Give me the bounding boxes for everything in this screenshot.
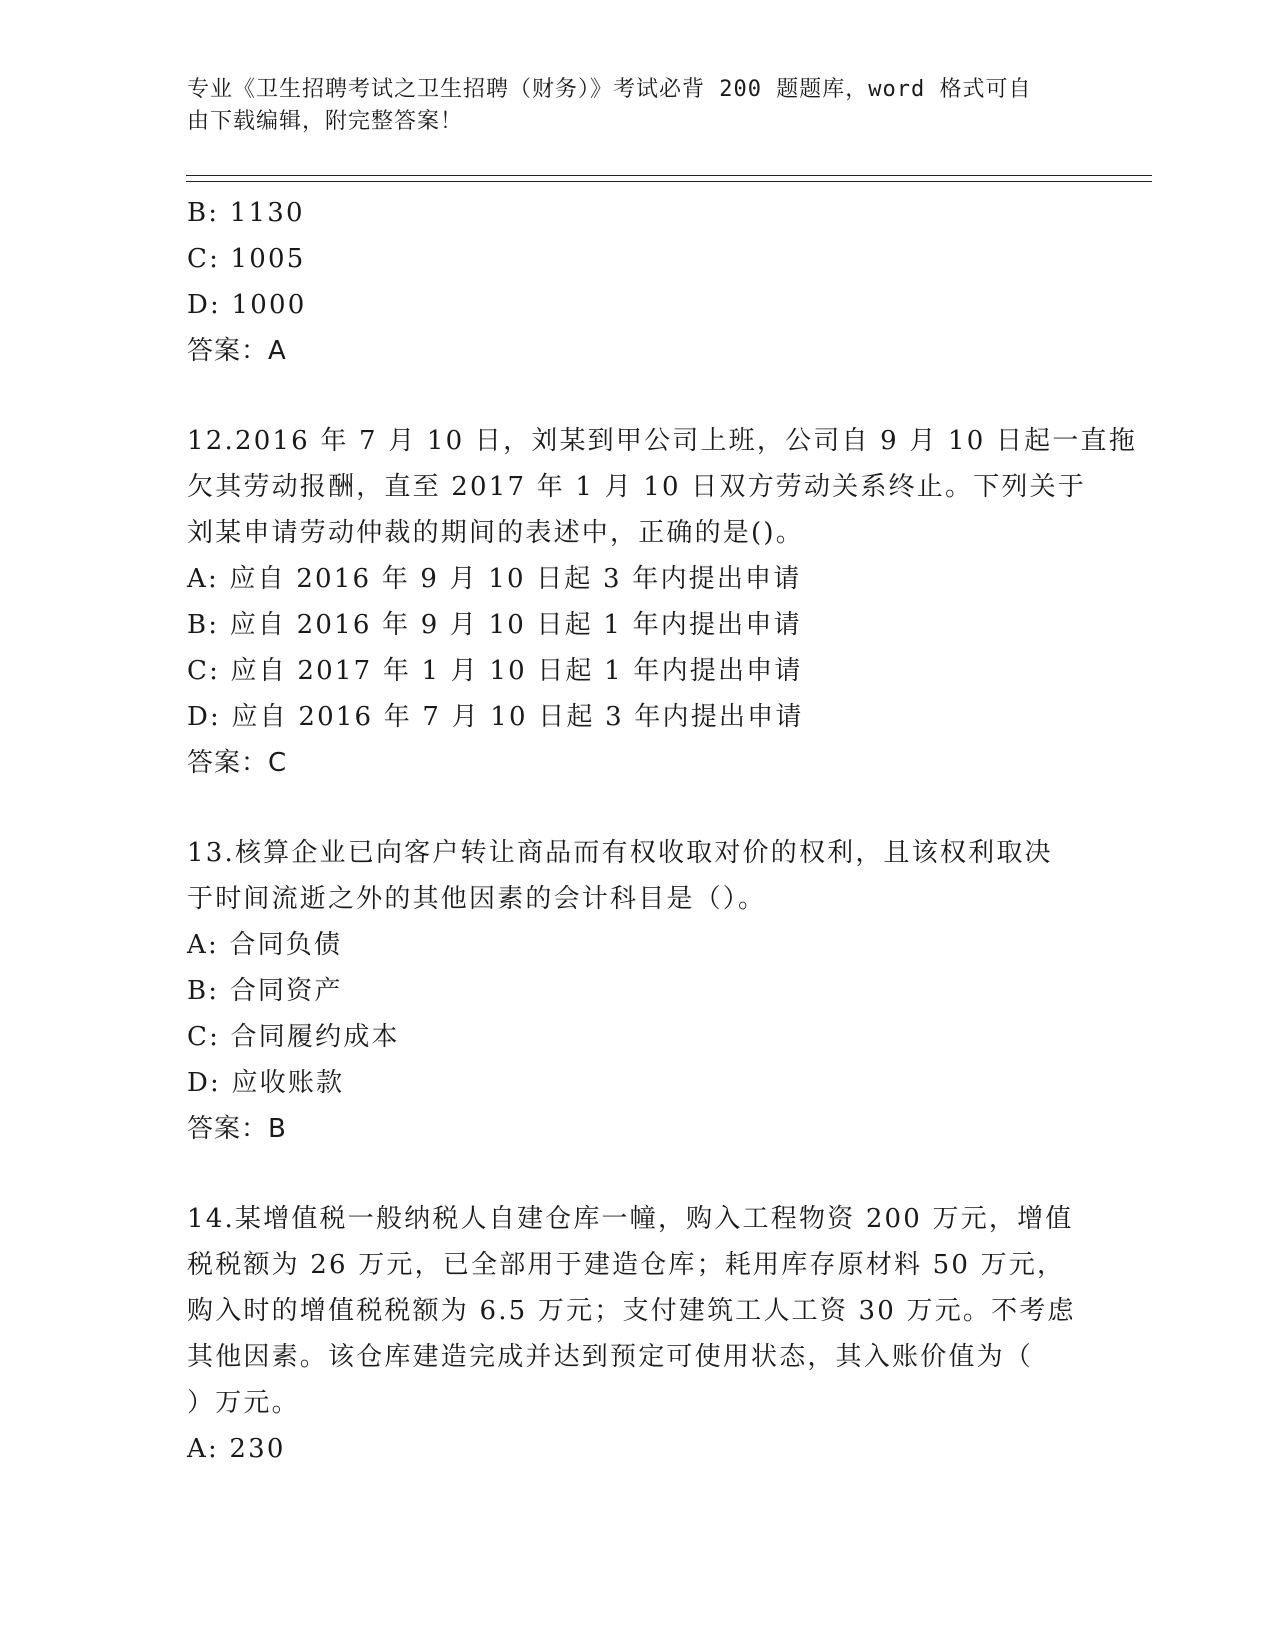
- question-13: [187, 830, 1087, 1152]
- question-text-line: 于时间流逝之外的其他因素的会计科目是（）。: [187, 884, 767, 914]
- answer-line: 答案：C: [187, 748, 288, 778]
- question-14: [187, 1196, 1087, 1472]
- header-divider-bottom: [186, 181, 1152, 182]
- question-text-line: 税税额为 26 万元，已全部用于建造仓库；耗用库存原材料 50 万元，: [187, 1250, 1066, 1280]
- option-a: A: 合同负债: [187, 930, 343, 960]
- option-b: B: 合同资产: [187, 976, 343, 1006]
- header-line-1: 专业《卫生招聘考试之卫生招聘（财务）》考试必背 200 题题库，word 格式可自: [187, 77, 1032, 102]
- option-b: B: 1130: [187, 198, 305, 228]
- document-body: [187, 190, 1137, 1472]
- question-text-line: 刘某申请劳动仲裁的期间的表述中，正确的是()。: [187, 518, 804, 548]
- option-d: D: 应收账款: [187, 1068, 345, 1098]
- question-12: [187, 418, 1137, 786]
- header-divider-top: [186, 175, 1152, 176]
- question-text-line: 其他因素。该仓库建造完成并达到预定可使用状态，其入账价值为（: [187, 1342, 1034, 1372]
- question-text-line: 12.2016 年 7 月 10 日，刘某到甲公司上班，公司自 9 月 10 日起一直拖: [187, 426, 1137, 456]
- question-text-line: ）万元。: [187, 1388, 300, 1418]
- option-c: C: 应自 2017 年 1 月 10 日起 1 年内提出申请: [187, 656, 803, 686]
- question-text-line: 13.核算企业已向客户转让商品而有权收取对价的权利，且该权利取决: [187, 838, 1053, 868]
- question-11-tail: [187, 190, 1087, 374]
- question-text-line: 欠其劳动报酬，直至 2017 年 1 月 10 日双方劳动关系终止。下列关于: [187, 472, 1086, 502]
- question-gap: [187, 786, 1087, 830]
- option-c: C: 合同履约成本: [187, 1022, 400, 1052]
- document-header: [187, 74, 1067, 138]
- header-line-2: 由下载编辑，附完整答案！: [187, 109, 464, 134]
- question-gap: [187, 374, 1087, 418]
- option-a: A: 应自 2016 年 9 月 10 日起 3 年内提出申请: [187, 564, 802, 594]
- question-text-line: 14.某增值税一般纳税人自建仓库一幢，购入工程物资 200 万元，增值: [187, 1204, 1074, 1234]
- option-a: A: 230: [187, 1434, 286, 1464]
- option-d: D: 应自 2016 年 7 月 10 日起 3 年内提出申请: [187, 702, 804, 732]
- option-c: C: 1005: [187, 244, 306, 274]
- answer-line: 答案：B: [187, 1114, 287, 1144]
- answer-line: 答案：A: [187, 336, 287, 366]
- option-d: D: 1000: [187, 290, 307, 320]
- question-gap: [187, 1152, 1087, 1196]
- question-text-line: 购入时的增值税税额为 6.5 万元；支付建筑工人工资 30 万元。不考虑: [187, 1296, 1076, 1326]
- option-b: B: 应自 2016 年 9 月 10 日起 1 年内提出申请: [187, 610, 802, 640]
